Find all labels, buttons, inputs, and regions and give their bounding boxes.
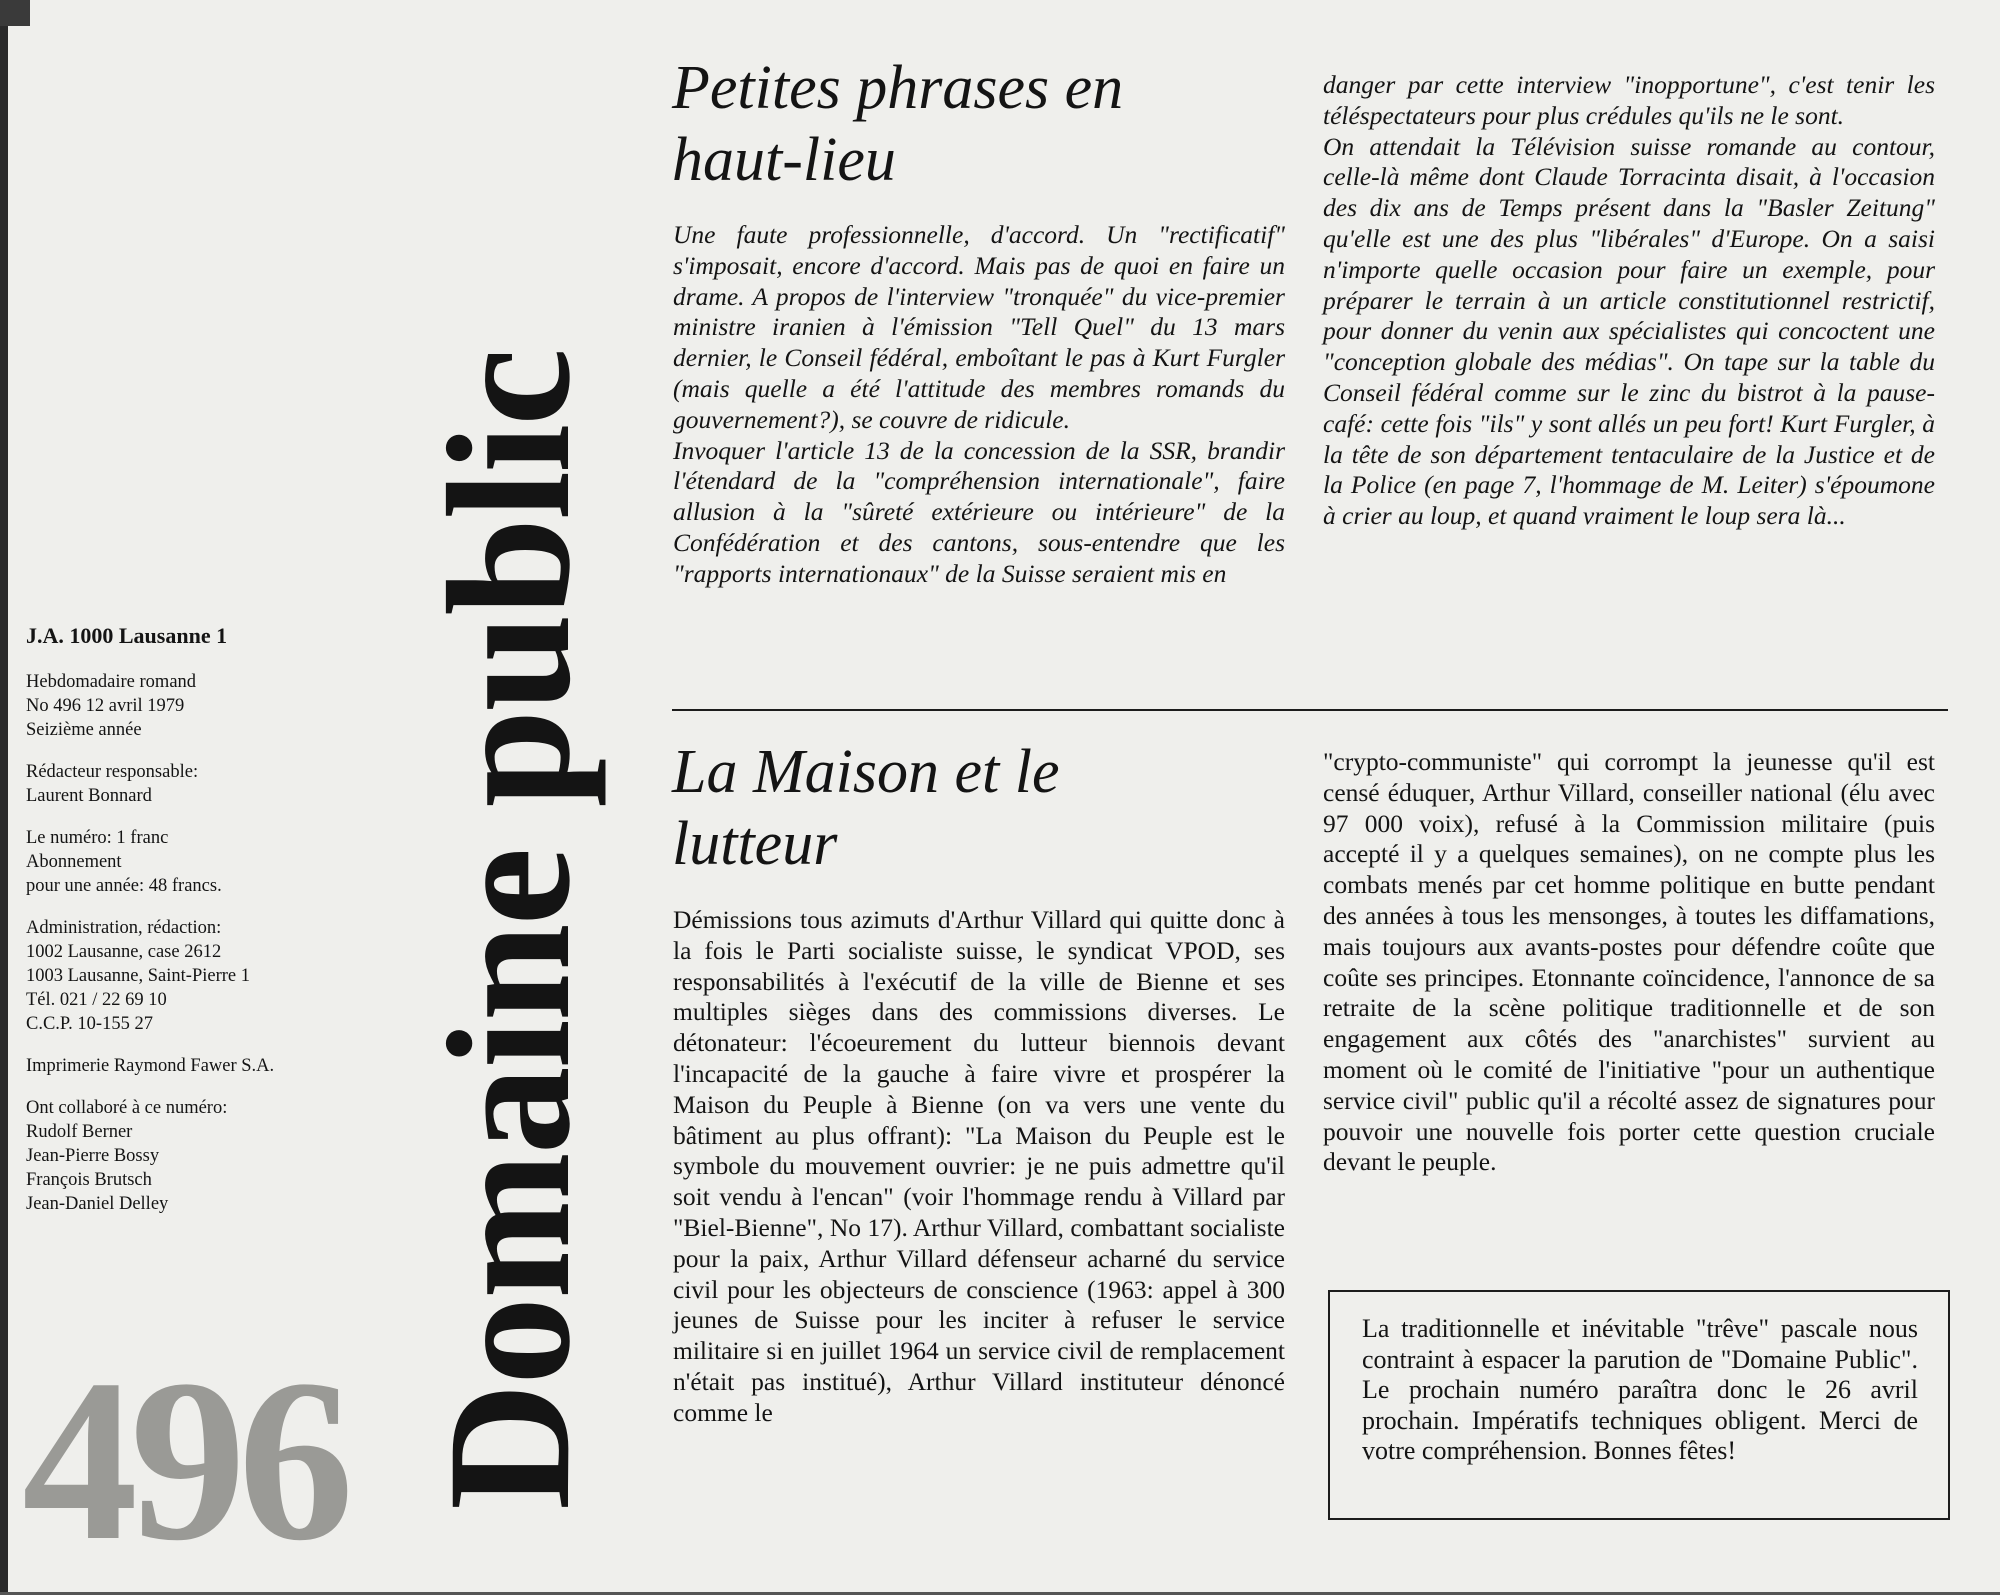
article-paragraph: Une faute professionnelle, d'accord. Un "rectificatif" s'imposait, encore d'accord. Mais pas de quoi en faire un drame. A propos de l'interview "tronquée" du vice-premier ministre iranien à l'émission "Tell Quel" du 13 mars dernier, le Conseil fédéral, emboîtant le pas à Kurt Furgler (mais quelle a été l'attitude des membres romands du gouvernement?), se couvre de ridicule. <box>673 220 1285 434</box>
article-paragraph: Invoquer l'article 13 de la concession de la SSR, brandir l'étendard de la "compréhension internationale", faire allusion à la "sûreté extérieure ou intérieure" de la Confédération et des cantons, sous-entendre que les "rapports internationaux" de la Suisse seraient mis en <box>673 435 1285 588</box>
info-line: C.C.P. 10-155 27 <box>26 1014 153 1034</box>
article-headline: Petites phrases en haut-lieu <box>672 54 1124 194</box>
article-paragraph: "crypto-communiste" qui corrompt la jeunesse qu'il est censé éduquer, Arthur Villard, conseiller national (élu avec 97 000 voix), refusé à la Commission militaire (puis accepté il y a quelques semaines), on ne compte plus les combats menés par cet homme politique en butte pendant des années à tous les mensonges, à toutes les diffamations, mais toujours aux avants-postes pour défendre coûte que coûte ses principes. Etonnante coïncidence, l'annonce de sa retraite de la scène politique traditionnelle et de son engagement aux côtés des "anarchistes" survient au moment où le comité de l'initiative "pour un authentique service civil" public qu'il a récolté assez de signatures pour pouvoir une nouvelle fois porter cette question cruciale devant le peuple. <box>1323 747 1935 1177</box>
info-line: Seizième année <box>26 720 142 740</box>
article-column <box>1323 70 1935 532</box>
masthead-title: Domaine public <box>412 349 607 1510</box>
info-line: pour une année: 48 francs. <box>26 876 222 896</box>
editor-block <box>26 760 356 808</box>
info-line: Ont collaboré à ce numéro: <box>26 1098 228 1118</box>
info-line: François Brutsch <box>26 1170 152 1190</box>
scan-edge <box>0 0 8 1595</box>
price-block <box>26 826 356 898</box>
info-line: Jean-Daniel Delley <box>26 1194 169 1214</box>
article-paragraph: On attendait la Télévision suisse romande au contour, celle-là même dont Claude Torracinta disait, à l'occasion des dix ans de Temps présent dans la "Basler Zeitung" qu'elle est une des plus "libérales" d'Europe. On a saisi n'importe quelle occasion pour faire un exemple, pour préparer le terrain à un article constitutionnel restrictif, pour donner du venin aux spécialistes qui concoctent une "conception globale des médias". On tape sur la table du Conseil fédéral comme sur le zinc du bistrot à la pause-café: cette fois "ils" y sont allés un peu fort! Kurt Furgler, à la tête de son département tentaculaire de la Justice et de la Police (en page 7, l'hommage de M. Leiter) s'époumone à crier au loup, et quand vraiment le loup sera là... <box>1323 131 1935 531</box>
notice-box <box>1328 1290 1950 1520</box>
publication-info <box>26 624 356 1234</box>
info-line: Tél. 021 / 22 69 10 <box>26 990 167 1010</box>
info-line: Le numéro: 1 franc <box>26 828 169 848</box>
collaborators-block <box>26 1096 356 1216</box>
info-line: 1003 Lausanne, Saint-Pierre 1 <box>26 966 250 986</box>
scan-corner <box>0 0 30 26</box>
publication-block <box>26 670 356 742</box>
section-divider <box>672 709 1948 711</box>
article-paragraph: Démissions tous azimuts d'Arthur Villard qui quitte donc à la fois le Parti socialiste suisse, le syndicat VPOD, ses responsabilités à l'exécutif de la ville de Bienne et ses multiples sièges dans des commissions diverses. Le détonateur: l'écoeurement du lutteur biennois devant l'incapacité de la gauche à faire vivre et prospérer la Maison du Peuple à Bienne (on va vers une vente du bâtiment au plus offrant): "La Maison du Peuple est le symbole du mouvement ouvrier: je ne puis admettre qu'il soit vendu à l'encan" (voir l'hommage rendu à Villard par "Biel-Bienne", No 17). Arthur Villard, combattant socialiste pour la paix, Arthur Villard défenseur acharné du service civil pour les objecteurs de conscience (1963: appel à 300 jeunes de Suisse pour les inciter à refuser le service militaire si en juillet 1964 un service civil de remplacement n'était pas institué), Arthur Villard instituteur dénoncé comme le <box>673 905 1285 1427</box>
info-line: Laurent Bonnard <box>26 786 152 806</box>
info-line: 1002 Lausanne, case 2612 <box>26 942 222 962</box>
info-line: Administration, rédaction: <box>26 918 222 938</box>
info-line: Rédacteur responsable: <box>26 762 199 782</box>
info-line: Rudolf Berner <box>26 1122 133 1142</box>
info-line: Hebdomadaire romand <box>26 672 197 692</box>
notice-text: La traditionnelle et inévitable "trêve" pascale nous contraint à espacer la parution de "Domaine Public". Le prochain numéro paraîtra donc le 26 avril prochain. Impératifs techniques obligent. Merci de votre compréhension. Bonnes fêtes! <box>1362 1314 1918 1465</box>
article-column <box>673 905 1285 1429</box>
printer-block <box>26 1054 356 1078</box>
issue-number: 496 <box>22 1332 346 1589</box>
admin-block <box>26 916 356 1036</box>
postal-mark: J.A. 1000 Lausanne 1 <box>26 623 228 648</box>
info-line: Abonnement <box>26 852 122 872</box>
info-line: Jean-Pierre Bossy <box>26 1146 160 1166</box>
article-column <box>1323 747 1935 1178</box>
info-line: No 496 12 avril 1979 <box>26 696 185 716</box>
article-paragraph: danger par cette interview "inopportune", c'est tenir les téléspectateurs pour plus crédules qu'ils ne le sont. <box>1323 70 1935 130</box>
article-column <box>673 220 1285 590</box>
article-headline: La Maison et le lutteur <box>672 738 1060 878</box>
info-line: Imprimerie Raymond Fawer S.A. <box>26 1056 275 1076</box>
